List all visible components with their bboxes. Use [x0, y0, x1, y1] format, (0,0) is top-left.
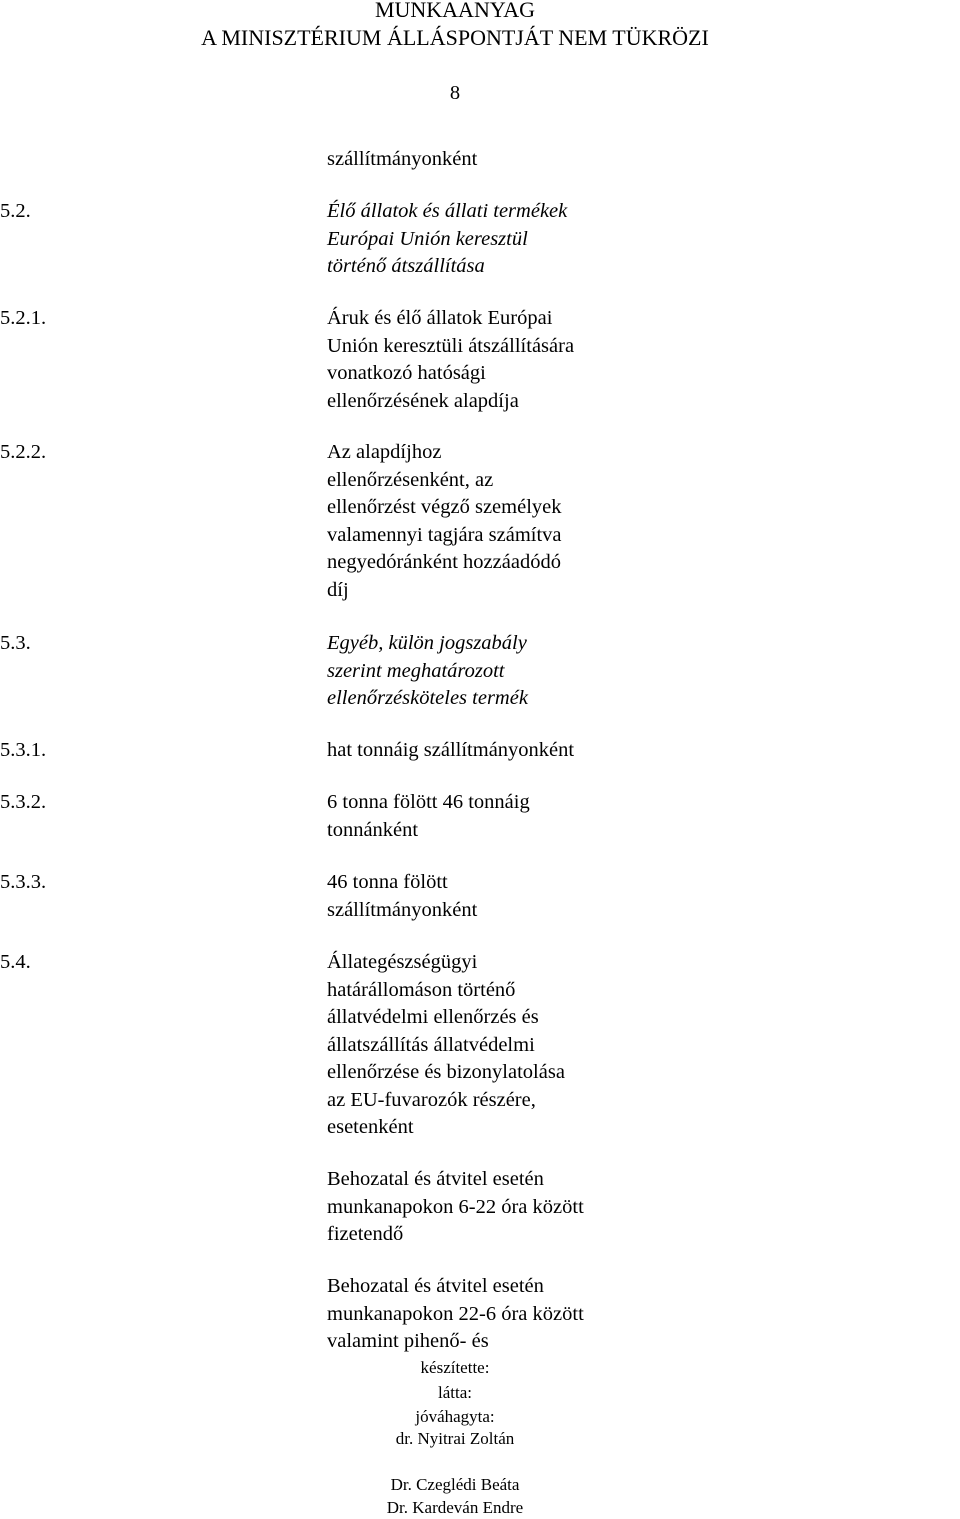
row-number: 5.2.1. [0, 307, 47, 329]
row-number: 5.2. [0, 200, 31, 222]
row-description-line: esetenként [327, 1116, 414, 1138]
row-number: 5.3.1. [0, 739, 47, 761]
row-description-line: ellenőrzést végző személyek [327, 496, 562, 518]
row-description-line: szállítmányonként [327, 898, 478, 921]
row-number: 5.3.3. [0, 871, 47, 893]
row-description-line: állatszállítás állatvédelmi [327, 1033, 535, 1056]
signatory-name-3: Dr. Kardeván Endre [386, 1498, 524, 1517]
row-description-line: valamint pihenő- és [327, 1330, 489, 1352]
row-description-line: Egyéb, külön jogszabály [327, 632, 527, 654]
row-description-line: vonatkozó hatósági [327, 362, 486, 384]
row-description-line: Európai Unión keresztül [327, 227, 528, 250]
row-description-line: az EU-fuvarozók részére, [327, 1088, 536, 1111]
row-description-line: Áruk és élő állatok Európai [327, 307, 553, 329]
row-description-line: szállítmányonként [327, 148, 478, 170]
row-description-line: ellenőrzése és bizonylatolása [327, 1061, 565, 1083]
row-description-line: 46 tonna fölött [327, 871, 448, 893]
row-description-line: Behozatal és átvitel esetén [327, 1168, 544, 1190]
row-description-line: díj [327, 578, 349, 601]
signatory-name-1: dr. Nyitrai Zoltán [395, 1429, 515, 1448]
row-description-line: munkanapokon 6-22 óra között [327, 1195, 584, 1218]
row-description-line: negyedóránként hozzáadódó [327, 551, 561, 573]
row-description-line: Az alapdíjhoz [327, 441, 442, 463]
row-number: 5.3.2. [0, 791, 47, 813]
row-description-line: történő átszállítása [327, 255, 485, 277]
row-description-line: Unión keresztüli átszállítására [327, 334, 575, 357]
row-number: 5.2.2. [0, 441, 47, 463]
row-description-line: állatvédelmi ellenőrzés és [327, 1006, 539, 1028]
row-description-line: tonnánként [327, 818, 419, 841]
row-description-line: 6 tonna fölött 46 tonnáig [327, 791, 530, 813]
row-description-line: ellenőrzésköteles termék [327, 687, 528, 709]
row-description-line: hat tonnáig szállítmányonként [327, 739, 575, 761]
draft-watermark-line1: MUNKAANYAG [374, 0, 536, 22]
row-number: 5.3. [0, 632, 31, 654]
row-description-line: szerint meghatározott [327, 659, 505, 682]
signatory-name-2: Dr. Czeglédi Beáta [390, 1475, 520, 1494]
row-description-line: határállomáson történő [327, 978, 516, 1001]
row-description-line: ellenőrzésének alapdíja [327, 389, 519, 412]
prepared-by-label: készítette: [420, 1358, 490, 1377]
row-description-line: Élő állatok és állati termékek [327, 200, 568, 222]
row-description-line: Állategészségügyi [327, 951, 478, 973]
approved-by-label: jóváhagyta: [415, 1407, 495, 1426]
row-description-line: Behozatal és átvitel esetén [327, 1275, 544, 1297]
row-number: 5.4. [0, 951, 31, 973]
row-description-line: munkanapokon 22-6 óra között [327, 1302, 584, 1325]
seen-by-label: látta: [438, 1383, 472, 1402]
draft-watermark-line2: A MINISZTÉRIUM ÁLLÁSPONTJÁT NEM TÜKRÖZI [201, 25, 709, 50]
row-description-line: valamennyi tagjára számítva [327, 523, 562, 546]
page-number: 8 [449, 82, 461, 104]
row-description-line: ellenőrzésenként, az [327, 468, 494, 491]
row-description-line: fizetendő [327, 1223, 404, 1245]
